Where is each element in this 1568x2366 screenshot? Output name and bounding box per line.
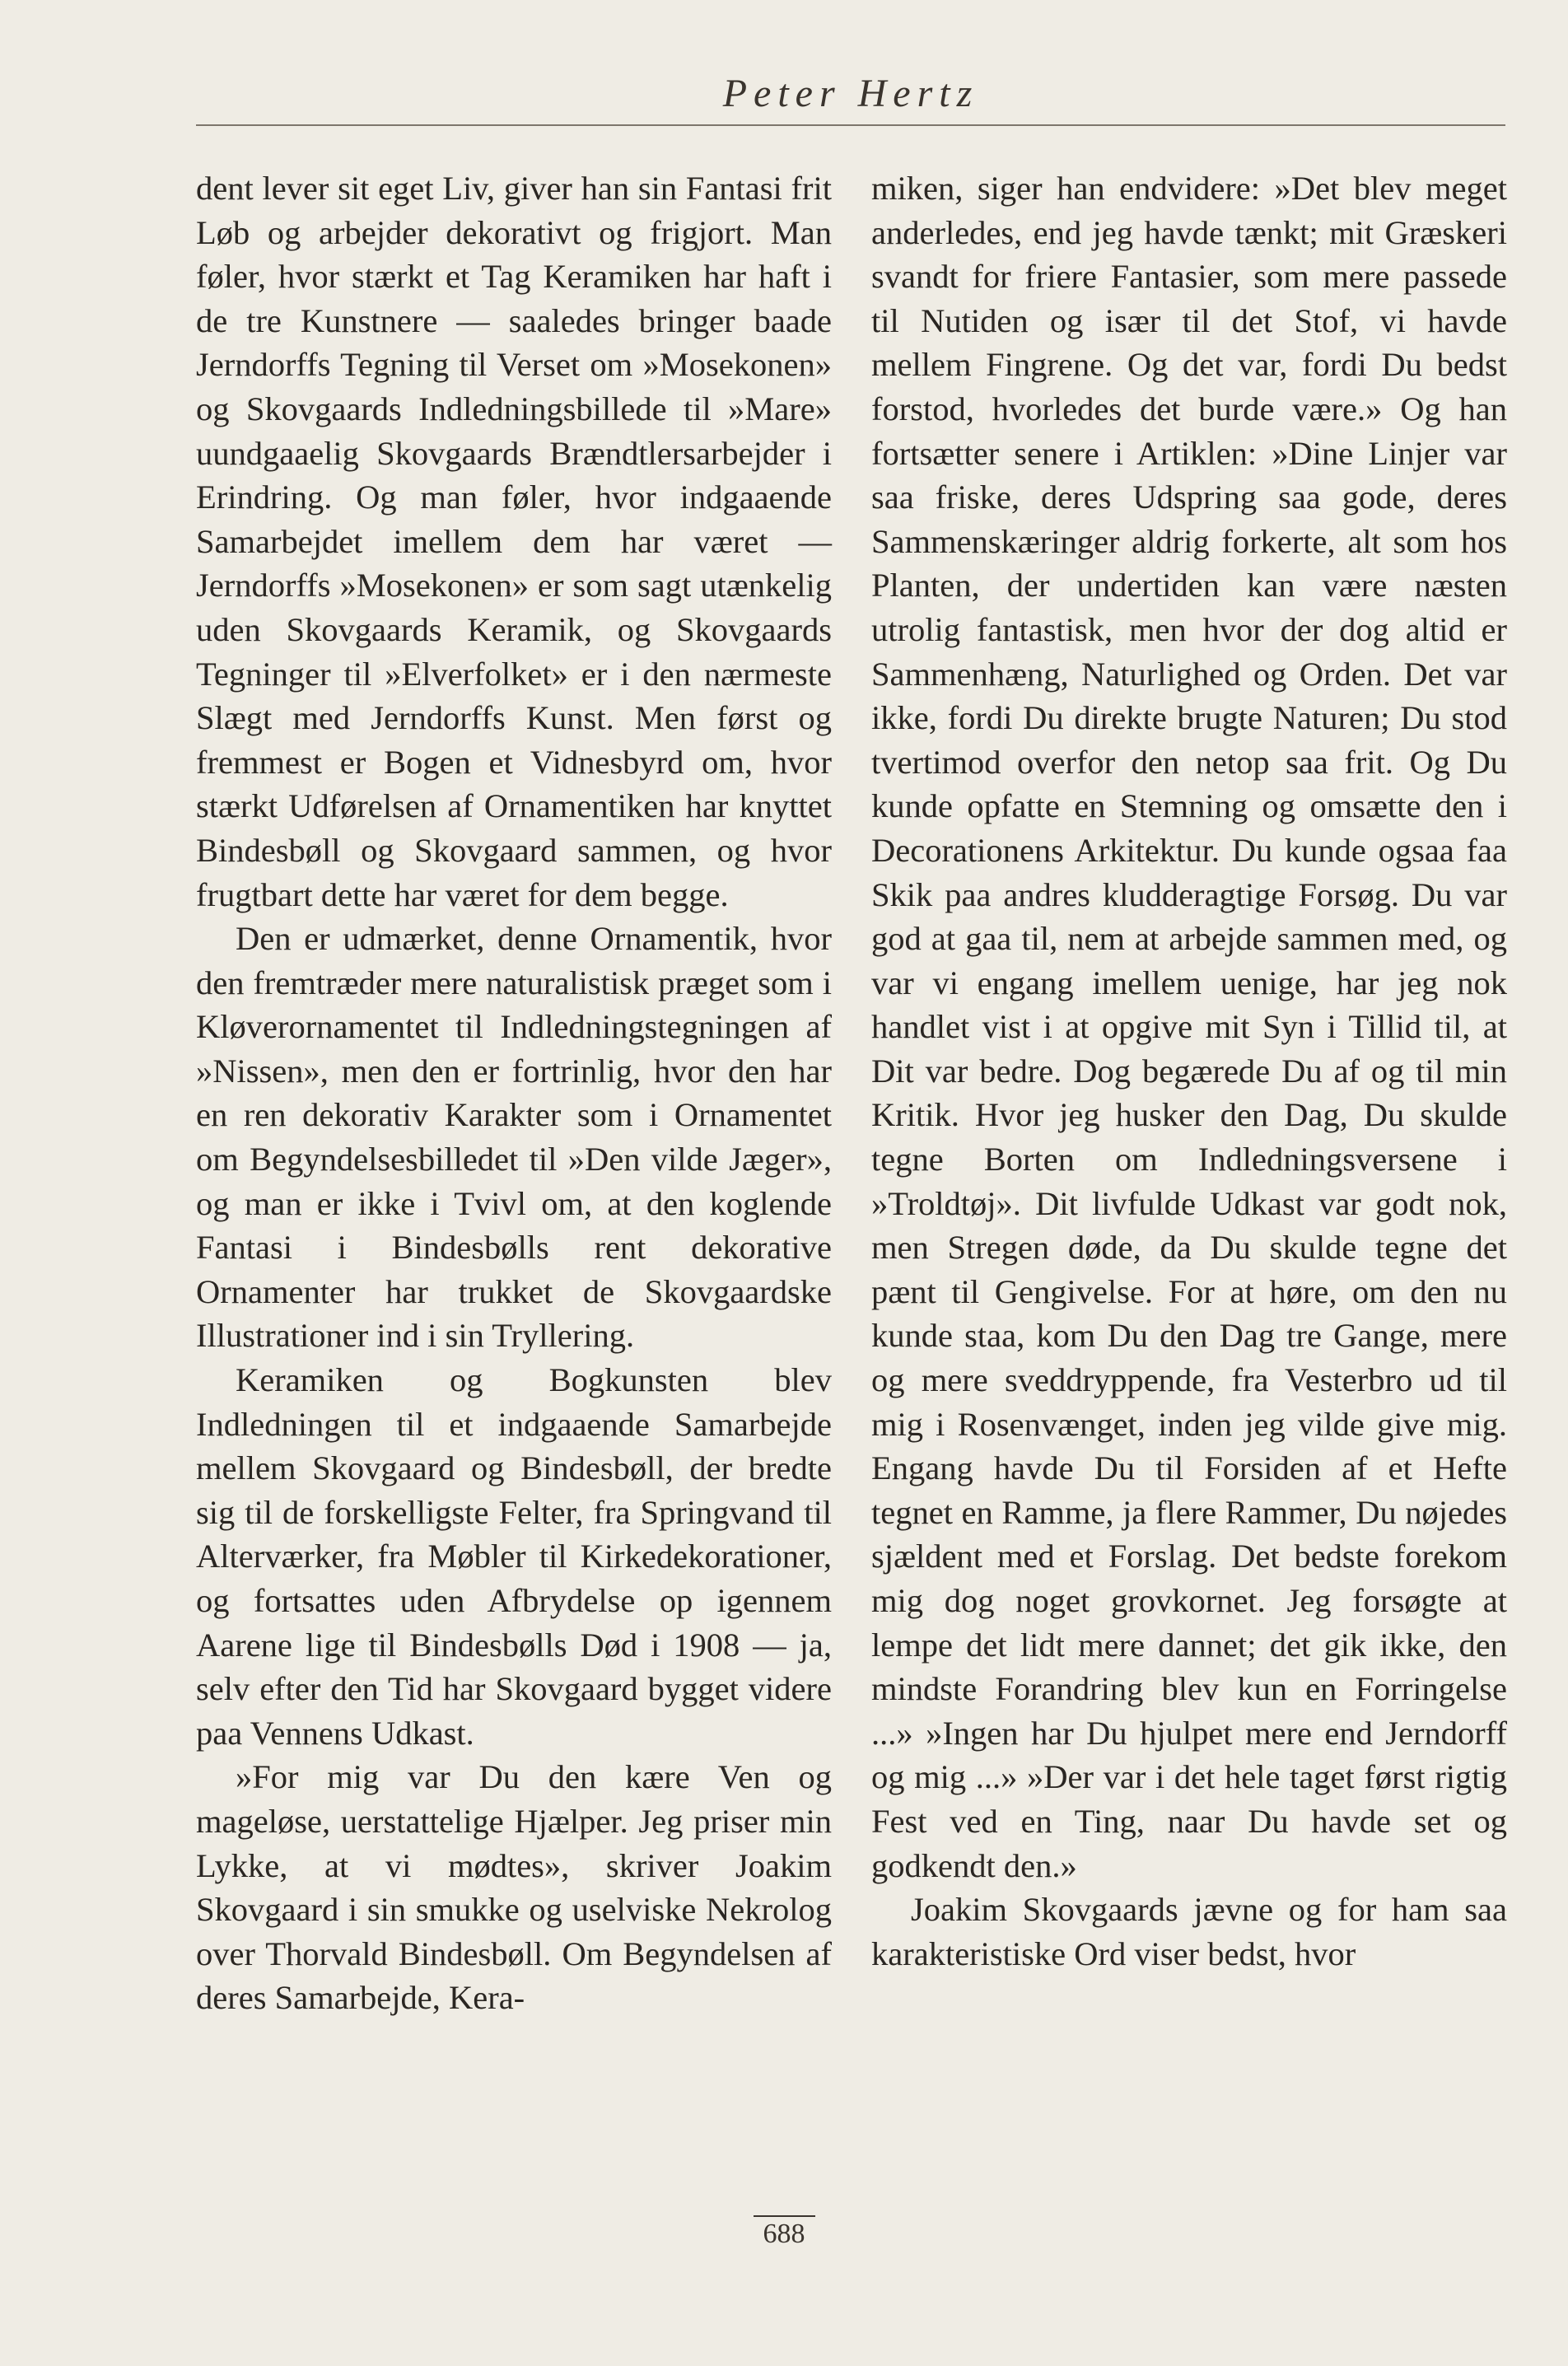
paragraph: Keramiken og Bogkunsten blev Indledningen til et indgaaende Samarbejde mellem Skovgaard og Bindesbøll, der bredte sig til de forskelligste Felter, fra Springvand til Alterværker, fra Møbler til Kirkedekorationer, og fortsattes uden Afbrydelse op igennem Aarene lige til Bindesbølls Død i 1908 — ja, selv efter den Tid har Skovgaard bygget videre paa Vennens Udkast. bbox=[196, 1361, 832, 1752]
running-head-title: Peter Hertz bbox=[722, 72, 979, 115]
header-rule bbox=[196, 124, 1505, 126]
paragraph: Den er udmærket, denne Ornamentik, hvor den fremtræder mere naturalistisk præget som i Kløverornamentet til Indledningstegningen af »Nissen», men den er fortrinlig, hvor den har en ren dekorativ Karakter som i Ornamentet om Begyndelsesbilledet til »Den vilde Jæger», og man er ikke i Tvivl om, at den koglende Fantasi i Bindesbølls rent dekorative Ornamenter har trukket de Skovgaardske Illustrationer ind i sin Tryllering. bbox=[196, 920, 832, 1355]
right-column bbox=[871, 166, 1507, 1976]
page-number bbox=[0, 2215, 1568, 2250]
paragraph: »For mig var Du den kære Ven og mageløse, uerstattelige Hjælper. Jeg priser min Lykke, at vi mødtes», skriver Joakim Skovgaard i sin smukke og uselviske Nekrolog over Thorvald Bindesbøll. Om Begyndelsen af deres Samarbejde, Kera- bbox=[196, 1758, 832, 2017]
paragraph: dent lever sit eget Liv, giver han sin Fantasi frit Løb og arbejder dekorativt og frigjort. Man føler, hvor stærkt et Tag Keramiken har haft i de tre Kunstnere — saaledes bringer baade Jerndorffs Tegning til Verset om »Mosekonen» og Skovgaards Indledningsbillede til »Mare» uundgaaelig Skovgaards Brændtlersarbejder i Erindring. Og man føler, hvor indgaaende Samarbejdet imellem dem har været — Jerndorffs »Mosekonen» er som sagt utænkelig uden Skovgaards Keramik, og Skovgaards Tegninger til »Elverfolket» er i den nærmeste Slægt med Jerndorffs Kunst. Men først og fremmest er Bogen et Vidnesbyrd om, hvor stærkt Udførelsen af Ornamentiken har knyttet Bindesbøll og Skovgaard sammen, og hvor frugtbart dette har været for dem begge. bbox=[196, 170, 832, 913]
left-column bbox=[196, 166, 832, 2020]
paragraph: miken, siger han endvidere: »Det blev meget anderledes, end jeg havde tænkt; mit Græskeri svandt for friere Fantasier, som mere passede til Nutiden og især til det Stof, vi havde mellem Fingrene. Og det var, fordi Du bedst forstod, hvorledes det burde være.» Og han fortsætter senere i Artiklen: »Dine Linjer var saa friske, deres Udspring saa gode, deres Sammenskæringer aldrig forkerte, alt som hos Planten, der undertiden kan være næsten utrolig fantastisk, men hvor der dog altid er Sammenhæng, Naturlighed og Orden. Det var ikke, fordi Du direkte brugte Naturen; Du stod tvertimod overfor den netop saa frit. Og Du kunde opfatte en Stemning og omsætte den i Decorationens Arkitektur. Du kunde ogsaa faa Skik paa andres kludderagtige Forsøg. Du var god at gaa til, nem at arbejde sammen med, og var vi engang imellem uenige, har jeg nok handlet vist i at opgive mit Syn i Tillid til, at Dit var bedre. Dog begærede Du af og til min Kritik. Hvor jeg husker den Dag, Du skulde tegne Borten om Indledningsversene i »Troldtøj». Dit livfulde Udkast var godt nok, men Stregen døde, da Du skulde tegne det pænt til Gengivelse. For at høre, om den nu kunde staa, kom Du den Dag tre Gange, mere og mere sveddryppende, fra Vesterbro ud til mig i Rosenvænget, inden jeg vilde give mig. Engang havde Du til Forsiden af et Hefte tegnet en Ramme, ja flere Rammer, Du nøjedes sjældent med et Forslag. Det bedste forekom mig dog noget grovkornet. Jeg forsøgte at lempe det lidt mere dannet; det gik ikke, den mindste Forandring blev kun en Forringelse ...» »Ingen har Du hjulpet mere end Jerndorff og mig ...» »Der var i det hele taget først rigtig Fest ved en Ting, naar Du havde set og godkendt den.» bbox=[871, 170, 1507, 1884]
paragraph: Joakim Skovgaards jævne og for ham saa karakteristiske Ord viser bedst, hvor bbox=[871, 1891, 1507, 1972]
page-number-text: 688 bbox=[754, 2215, 815, 2250]
